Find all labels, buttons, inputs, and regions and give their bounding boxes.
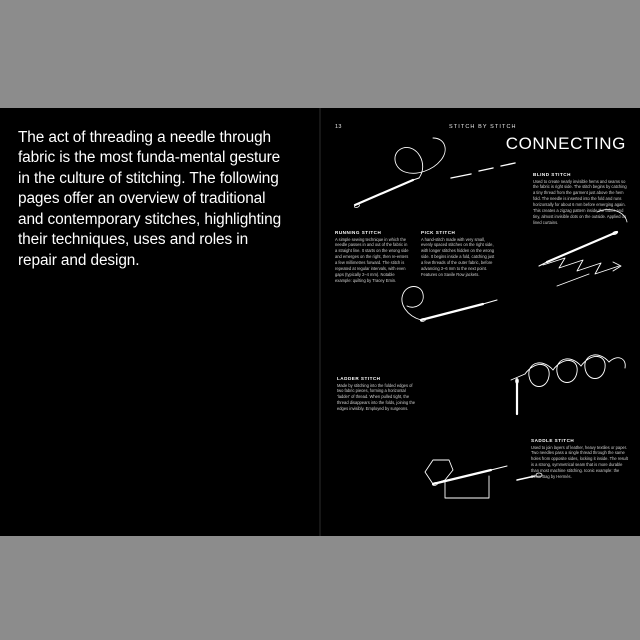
note-title: PICK STITCH xyxy=(421,230,456,235)
note-title: LADDER STITCH xyxy=(337,376,381,381)
pick-stitch-diagram xyxy=(402,287,497,322)
note-saddle-stitch xyxy=(531,438,629,480)
note-pick-stitch xyxy=(421,230,495,278)
note-body: Used to join layers of leather, heavy textiles or paper. Two needles pass a single thread through the same holes from opposite sides, locking it inside. The result is a strong, symmetrical seam that is more durable than most machine stitching. Iconic example: the Birkin Bag by Hermès. xyxy=(531,444,628,480)
page-number: 13 xyxy=(335,124,342,130)
note-body: Used to create nearly invisible hems and seams so the fabric is right side. The stitch begins by catching a tiny thread from the garment just above the hem fold. The needle is inserted into the fold and runs horizontally for about 6 mm before emerging again. This creates a zigzag pattern inside the fabric and tiny, almost invisible dots on the outside. Applied on lined curtains. xyxy=(533,178,627,226)
left-page xyxy=(0,108,319,536)
note-title: RUNNING STITCH xyxy=(335,230,382,235)
intro-paragraph: The act of threading a needle through fabric is the most funda-mental gesture in the culture of stitching. The following pages offer an overview of traditional and contemporary stitches, highlighting their techniques, uses and roles in repair and design. xyxy=(18,129,282,269)
note-body: Made by stitching into the folded edges of two fabric pieces, forming a horizontal 'ladder' of thread. When pulled tight, the thread disappears into the folds, joining the edges invisibly. Employed by surgeons. xyxy=(337,382,416,412)
saddle-stitch-diagram xyxy=(511,355,625,414)
book-spread xyxy=(0,108,640,536)
running-head: STITCH BY STITCH xyxy=(449,124,517,130)
chapter-title: CONNECTING xyxy=(505,134,626,153)
ladder-stitch-diagram xyxy=(425,460,542,498)
note-blind-stitch xyxy=(533,172,629,226)
note-body: A hand-stitch made with very small, evenly spaced stitches on the right side, with longer stitches hidden on the wrong side. It begins inside a fold, catching just a few threads of the outer fabric, before advancing 3–6 mm to the next point. Features on Savile Row jackets. xyxy=(421,236,495,278)
note-title: BLIND STITCH xyxy=(533,172,571,177)
right-page xyxy=(321,108,640,536)
note-title: SADDLE STITCH xyxy=(531,438,575,443)
note-ladder-stitch xyxy=(337,376,419,412)
running-stitch-diagram xyxy=(354,138,515,208)
note-running-stitch xyxy=(335,230,409,284)
note-body: A simple sewing technique in which the needle passes in and out of the fabric in a straight line. It starts on the wrong side and emerges on the right, then re-enters a few millimetres forward. The stitch is repeated at regular intervals, with even gaps (typically 2–4 mm). Notable example: quilting by Tracey Emin. xyxy=(335,236,409,284)
blind-stitch-diagram xyxy=(539,231,621,286)
